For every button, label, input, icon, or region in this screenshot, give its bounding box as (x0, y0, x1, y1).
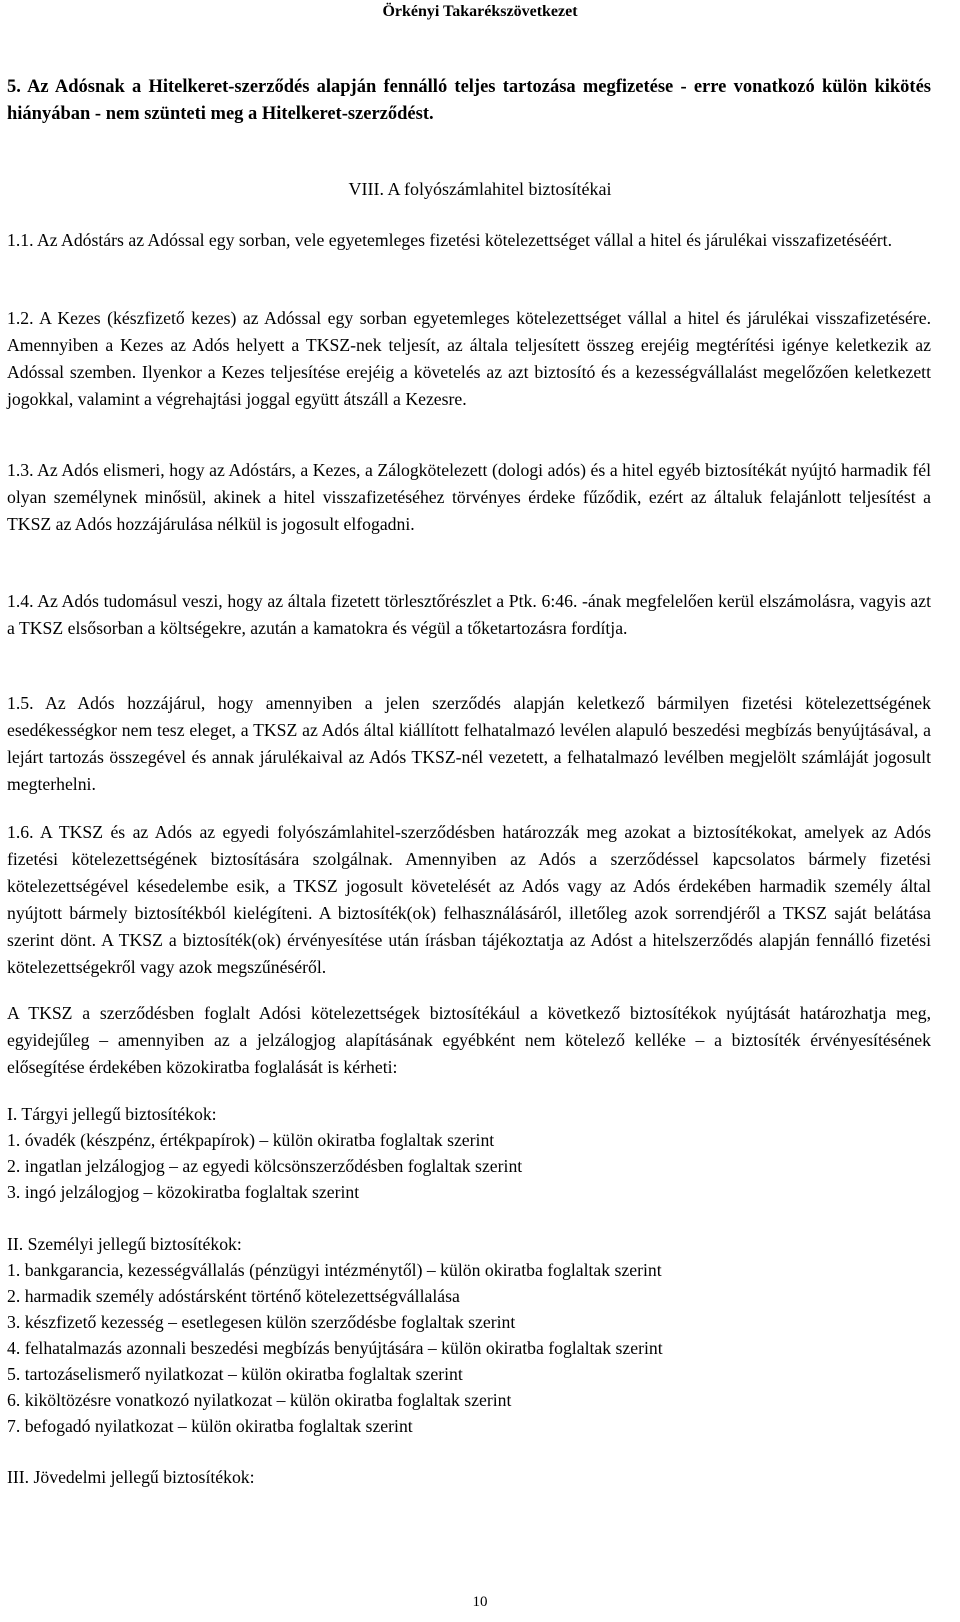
section-title: VIII. A folyószámlahitel biztosítékai (348, 179, 612, 199)
list-item: 1. óvadék (készpénz, értékpapírok) – külön okiratba foglaltak szerint (7, 1130, 495, 1150)
list-item: 6. kiköltözésre vonatkozó nyilatkozat – külön okiratba foglaltak szerint (7, 1390, 512, 1410)
list-item: 7. befogadó nyilatkozat – külön okiratba foglaltak szerint (7, 1416, 413, 1436)
list-item: 1. bankgarancia, kezességvállalás (pénzügyi intézménytől) – külön okiratba foglaltak szerint (7, 1260, 662, 1280)
list-item: 5. tartozáselismerő nyilatkozat – külön okiratba foglaltak szerint (7, 1364, 463, 1384)
list-szemelyi-biztositekok (7, 1231, 931, 1439)
list-title: I. Tárgyi jellegű biztosítékok: (7, 1104, 217, 1124)
list-title: II. Személyi jellegű biztosítékok: (7, 1234, 242, 1254)
list-item: 3. készfizető kezesség – esetlegesen külön szerződésbe foglaltak szerint (7, 1312, 516, 1332)
paragraph-tksz-securities: A TKSZ a szerződésben foglalt Adósi kötelezettségek biztosítékául a következő biztosítékok nyújtását határozhatja meg, egyidejűleg – amennyiben az a jelzálogjog alapításának egyébként nem kötelező kelléke – a biztosíték érvényesítésének elősegítése érdekében közokiratba foglalását is kérheti: (7, 1003, 931, 1077)
paragraph-1-5: 1.5. Az Adós hozzájárul, hogy amennyiben a jelen szerződés alapján keletkező bármilyen fizetési kötelezettségének esedékességkor nem tesz eleget, a TKSZ az Adós által kiállított felhatalmazó levélen alapuló beszedési megbízás benyújtásával, a lejárt tartozás összegével és annak járulékaival az Adós TKSZ-nél vezetett, a felhatalmazó levélben megjelölt számláját jogosult megterhelni. (7, 693, 931, 794)
paragraph-1-3: 1.3. Az Adós elismeri, hogy az Adóstárs, a Kezes, a Zálogkötelezett (dologi adós) és a hitel egyéb biztosítékát nyújtó harmadik fél olyan személynek minősül, akinek a hitel visszafizetéséhez törvényes érdeke fűződik, ezért az általuk felajánlott teljesítést a TKSZ az Adós hozzájárulása nélkül is jogosult elfogadni. (7, 460, 931, 534)
list-targyi-biztositekok (7, 1101, 931, 1205)
list-item: 2. ingatlan jelzálogjog – az egyedi kölcsönszerződésben foglaltak szerint (7, 1156, 523, 1176)
list-jovedelmi-biztositekok (7, 1464, 931, 1490)
list-item: 4. felhatalmazás azonnali beszedési megbízás benyújtására – külön okiratba foglaltak szerint (7, 1338, 663, 1358)
list-title: III. Jövedelmi jellegű biztosítékok: (7, 1467, 255, 1487)
paragraph-1-4: 1.4. Az Adós tudomásul veszi, hogy az általa fizetett törlesztőrészlet a Ptk. 6:46. -ának megfelelően kerül elszámolásra, vagyis azt a TKSZ elsősorban a költségekre, azután a kamatokra és végül a tőketartozásra fordítja. (7, 591, 931, 638)
item-5-paragraph: 5. Az Adósnak a Hitelkeret-szerződés alapján fennálló teljes tartozása megfizetése - erre vonatkozó külön kikötés hiányában - nem szünteti meg a Hitelkeret-szerződést. (7, 77, 931, 124)
paragraph-1-1: 1.1. Az Adóstárs az Adóssal egy sorban, vele egyetemleges fizetési kötelezettséget vállal a hitel és járulékai visszafizetéséért. (7, 230, 893, 250)
list-item: 2. harmadik személy adóstársként történő kötelezettségvállalása (7, 1286, 460, 1306)
paragraph-1-2: 1.2. A Kezes (készfizető kezes) az Adóssal egy sorban egyetemleges kötelezettséget vállal a hitel és járulékai visszafizetésére. Amennyiben a Kezes az Adós helyett a TKSZ-nek teljesít, az általa teljesített összeg erejéig megtérítési igénye keletkezik az Adóssal szemben. Ilyenkor a Kezes teljesítése erejéig a követelés az azt biztosító és a kezességvállalást megelőzően keletkezett jogokkal, valamint a végrehajtási joggal együtt átszáll a Kezesre. (7, 308, 931, 409)
list-item: 3. ingó jelzálogjog – közokiratba foglaltak szerint (7, 1182, 360, 1202)
paragraph-1-6: 1.6. A TKSZ és az Adós az egyedi folyószámlahitel-szerződésben határozzák meg azokat a biztosítékokat, amelyek az Adós fizetési kötelezettségének biztosítására szolgálnak. Amennyiben az Adós a szerződéssel kapcsolatos bármely fizetési kötelezettségével késedelembe esik, a TKSZ jogosult követelését az Adós vagy az Adós érdekében harmadik személy által nyújtott bármely biztosítékból kielégíteni. A biztosíték(ok) felhasználásáról, illetőleg azok sorrendjéről a TKSZ saját belátása szerint dönt. A TKSZ a biztosíték(ok) érvényesítése után írásban tájékoztatja az Adóst a hitelszerződés alapján fennálló fizetési kötelezettségekről vagy azok megszűnéséről. (7, 822, 931, 977)
page-header-title: Örkényi Takarékszövetkezet (382, 3, 578, 20)
page-number: 10 (472, 1594, 488, 1610)
